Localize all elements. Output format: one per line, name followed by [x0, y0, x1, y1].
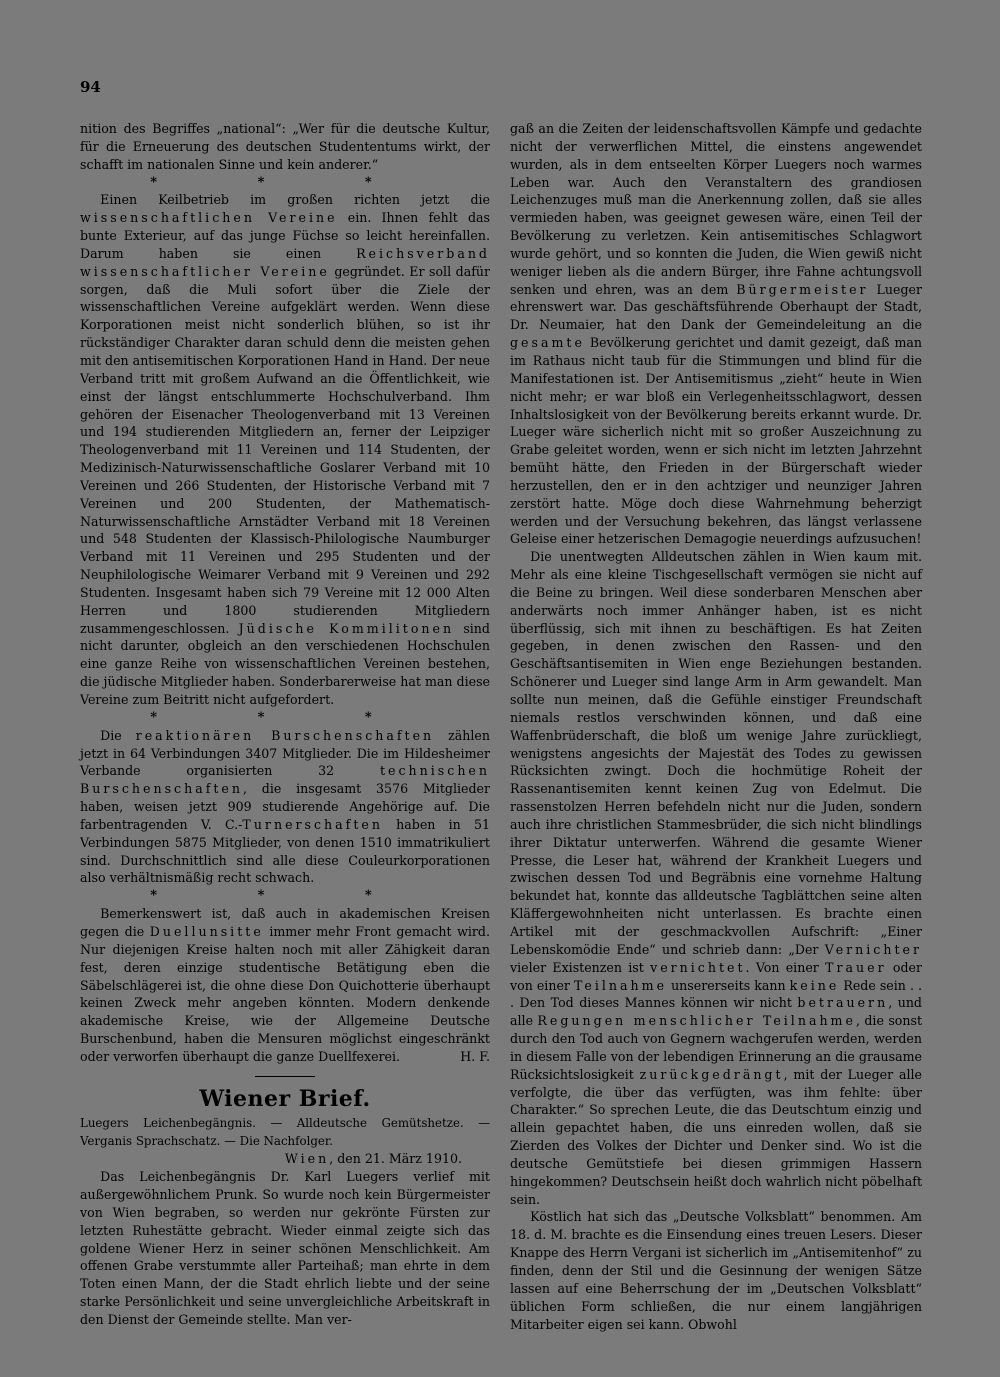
text: unsererseits kann: [667, 977, 790, 993]
left-column: [80, 120, 490, 1329]
section-separator: * * *: [150, 888, 420, 904]
text: oder von einer: [510, 959, 922, 993]
emphasis: wissenschaftlichen Vereine: [80, 210, 338, 226]
paragraph-duellunsitte: [80, 905, 490, 1066]
emphasis: Regungen menschlicher Teilnahme: [537, 1013, 856, 1029]
dateline: [80, 1150, 462, 1168]
emphasis: Vernichter: [824, 941, 922, 957]
text: vieler Existenzen ist: [510, 959, 651, 975]
text: , die insgesamt 3576 Mitglieder haben, weisen jetzt 909 studierende Angehörige auf. Die farbentragenden V. C.-: [80, 781, 490, 832]
text: sind nicht darunter, obgleich an den verschiedenen Hochschulen eine ganze Reihe von wissenschaftlichen Vereinen bestehen, die jüdische Mitglieder haben. Sonderbarerweise hat man diese Vereine zum Beitritt nicht aufgefordert.: [80, 620, 490, 707]
emphasis: betrauern: [797, 995, 889, 1011]
paragraph-continuation: [510, 120, 922, 548]
text: immer mehr Front gemacht wird. Nur diejenigen Kreise halten noch mit aller Zähigkeit daran fest, deren einzige studentische Betätigung eben die Säbelschlägerei ist, die ohne diese Don Quichotterie überhaupt keinen Zweck mehr angeben könnten. Modern denkende akademische Kreise, wie der Allgemeine Deutsche Burschenbund, haben die Mensuren möglichst eingeschränkt oder verworfen überhaupt die ganze Duellfexerei.: [80, 923, 490, 1064]
signature: H. F.: [460, 1048, 490, 1064]
emphasis: Turnerschaften: [242, 816, 383, 832]
dateline-place: Wien: [284, 1151, 330, 1167]
text: gegründet. Er soll dafür sorgen, daß die Muli sofort über die Ziele der wissenschaftlichen Vereine aufgeklärt werden. Wenn diese Korporationen meist nicht sonderlich blühen, so ist ihr rückständiger Charakter daran schuld denn die meisten gehen mit den antisemitischen Korporationen Hand in Hand. Der neue Verband tritt mit großem Aufwand an die Öffentlichkeit, wie einst der längst entschlummerte Hochschulverband. Ihm gehören der Eisenacher Theologenverband mit 13 Vereinen und 194 studierenden Mitgliedern an, ferner der Leipziger Theologenverband mit 11 Vereinen und 114 Studenten, der Medizinisch-Naturwissenschaftliche Goslarer Verband mit 10 Vereinen und 266 Studenten, der Historische Verband mit 7 Vereinen und 200 Studenten, der Mathematisch-Naturwissenschaftliche Arnstädter Verband mit 18 Vereinen und 548 Studenten der Klassisch-Philologische Naumburger Verband mit 11 Vereinen und 295 Studenten und der Neuphilologische Weimarer Verband mit 9 Vereinen und 292 Studenten. Insgesamt haben sich 79 Vereine mit 12 000 Alten Herren und 1800 studierenden Mitgliedern zusammengeschlossen.: [80, 263, 490, 636]
paragraph-burschenschaften: [80, 727, 490, 888]
section-title: Wiener Brief.: [199, 1085, 371, 1112]
paragraph-alldeutsche: [510, 548, 922, 1208]
page-number: 94: [80, 78, 101, 96]
text: Die unentwegten Alldeutschen zählen in Wien kaum mit. Mehr als eine kleine Tischgesellschaft vermögen sie nicht auf die Beine zu bringen. Weil diese sonderbaren Menschen aber anderwärts noch immer Anhänger haben, ist es nicht überflüssig, sich mit ihnen zu beschäftigen. Es hat Zeiten gegeben, in denen zwischen den Rassen- und den Geschäftsantisemiten in Wien enge Beziehungen bestanden. Schönerer und Lueger sind lange Arm in Arm gewandelt. Man sollte nun meinen, daß die Gefühle einstiger Freundschaft niemals restlos verschwinden können, und daß eine Waffenbrüderschaft, die bloß um wenige Jahre zurückliegt, wenigstens angesichts der Majestät des Todes zu gewissen Rücksichten zwingt. Doch die hochmütige Roheit der Rassenantisemiten kennt keinen Zug von Edelmut. Die rassenstolzen Herren befehdeln nicht nur die Juden, sondern auch ihre christlichen Stammesbrüder, die sich nicht blindlings ihrer Diktatur unterwerfen. Während die gesamte Wiener Presse, die Leser hat, während der Krankheit Luegers und zwischen dessen Tod und Begräbnis eine vornehme Haltung bekundet hat, konnte das alldeutsche Tagblättchen seine alten Kläffergewohnheiten nicht unterlassen. Es brachte einen Artikel mit der geschmackvollen Aufschrift: „Einer Lebenskomödie Ende“ und schrieb dann: „Der: [510, 549, 922, 957]
section-separator: * * *: [150, 174, 420, 190]
emphasis: gesamte: [510, 335, 585, 351]
text: Bemerkenswert ist, daß auch in akademischen Kreisen gegen die: [80, 906, 490, 939]
section-summary: Luegers Leichenbegängnis. — Alldeutsche Gemütshetze. — Verganis Sprachschatz. — Die Nachfolger.: [80, 1115, 490, 1148]
text: ein. Ihnen fehlt das bunte Exterieur, auf das junge Füchse so leicht hereinfallen. Darum haben sie einen: [80, 210, 490, 261]
paragraph-wissenschaftliche-vereine: [80, 191, 490, 708]
text: , mit der Lueger alle verfolgte, die über das verfügten, was ihm fehlte: über Charakter.“ So sprechen Leute, die das Deutschtum einzig und allein gepachtet haben, die uns einreden wollen, daß sie Zierden des Volkes der Dichter und Denker sind. Wo ist die deutsche Gemütstiefe bei diesen grimmigen Hassern hingekommen? Deutschsein heißt doch wahrlich nicht pöbelhaft sein.: [510, 1066, 923, 1207]
text: , und alle: [510, 995, 922, 1029]
emphasis: keine: [789, 977, 840, 993]
emphasis: Bürgermeister: [736, 281, 869, 297]
right-column: [510, 120, 922, 1333]
text: Lueger ehrenswert war. Das geschäftsführende Oberhaupt der Stadt, Dr. Neumaier, hat den Dank der Gemeindeleitung an die: [510, 281, 922, 333]
paragraph-volksblatt: Köstlich hat sich das „Deutsche Volksblatt“ benommen. Am 18. d. M. brachte es die Einsendung eines treuen Lesers. Dieser Knappe des Herrn Vergani ist sicherlich im „Antisemitenhof“ zu finden, denn der Stil und die Gesinnung der wenigen Sätze lassen auf eine Beherrschung der im „Deutschen Volksblatt“ üblichen Form schließen, die nur einem langjährigen Mitarbeiter eigen sei kann. Obwohl: [510, 1209, 922, 1332]
paragraph-kultur: nition des Begriffes „national“: „Wer für die deutsche Kultur, für die Erneuerung des deutschen Studententums wirkt, der schafft im nationalen Sinne und kein anderer.“: [80, 121, 490, 172]
emphasis: technischen Burschenschaften: [80, 763, 490, 797]
text: Einen Keilbetrieb im großen richten jetzt die: [100, 192, 490, 208]
text: Bevölkerung gerichtet und damit gezeigt, daß man im Rathaus nicht taub für die Stimmungen und blind für die Manifestationen ist. Der Antisemitismus „zieht“ heute in Wien nicht mehr; er war bloß ein Verlegenheitsschlagwort, dessen Inhaltslosigkeit von der Bevölkerung bereits erkannt wurde. Dr. Lueger wäre sicherlich nicht mit so großer Auszeichnung zu Grabe geleitet worden, wenn er sich nicht im letzten Jahrzehnt bemüht hätte, den Frieden in der Bürgerschaft wieder herzustellen, den er in den achtziger und neunziger Jahren zerstört hatte. Möge doch diese Wahrnehmung beherzigt werden und der Versuchung bekehren, das längst verlassene Geleise einer hetzerischen Demagogie neuerdings aufzusuchen!: [510, 335, 922, 547]
dateline-date: , den 21. März 1910.: [329, 1151, 462, 1167]
emphasis: Reichsverband wissenschaftlicher Vereine: [80, 245, 490, 279]
emphasis: Duellunsitte: [149, 923, 264, 939]
emphasis: Trauer: [825, 959, 887, 975]
text: gaß an die Zeiten der leidenschaftsvollen Kämpfe und gedachte nicht der verwerflichen Mittel, die einstens angewendet wurden, als in dem entseelten Körper Luegers noch warmes Leben war. Auch den Veranstaltern des grandiosen Leichenzuges muß man die Anerkennung zollen, daß sie alles vermieden haben, was geeignet gewesen wäre, einen Teil der Bevölkerung zu verletzen. Kein antisemitisches Schlagwort wurde gehört, und so konnten die Juden, die Wien gewiß nicht weniger lieben als die andern Bürger, ihre Fahne achtungsvoll senken und ehren, was an dem: [510, 121, 922, 297]
text: haben in 51 Verbindungen 5875 Mitglieder, von denen 1510 immatrikuliert sind. Durchschnittlich sind alle diese Couleurkorporationen also verhältnismäßig recht schwach.: [80, 816, 490, 886]
emphasis: reaktionären Burschenschaften: [135, 727, 435, 743]
emphasis: zurückgedrängt: [639, 1066, 784, 1082]
emphasis: Teilnahme: [573, 977, 668, 993]
text: , die sonst durch den Tod auch von Gegnern wachgerufen werden, werden in diesem Falle von der lebendigen Erinnerung an die grausame Rücksichtslosigkeit: [510, 1013, 923, 1082]
text: . Von einer: [745, 959, 826, 975]
divider: [255, 1076, 315, 1077]
emphasis: vernichtet: [650, 959, 746, 975]
paragraph-leichenbegaengnis: Das Leichenbegängnis Dr. Karl Luegers verlief mit außergewöhnlichem Prunk. So wurde noch kein Bürgermeister von Wien begraben, so werden nur gekrönte Fürsten zur letzten Ruhestätte gebracht. Wieder einmal zeigte sich das goldene Wiener Herz in seiner schönen Menschlichkeit. Am offenen Grabe verstummte aller Parteihaß; man ehrte in dem Toten einen Mann, der die Stadt ehrlich liebte und der seine starke Persönlichkeit und seine unvergleichliche Arbeitskraft in den Dienst der Gemeinde stellte. Man ver-: [80, 1169, 490, 1327]
text: Die: [100, 727, 136, 743]
emphasis: Jüdische Kommilitonen: [238, 620, 455, 636]
text: Rede sein . . . Den Tod dieses Mannes können wir nicht: [510, 977, 922, 1011]
section-separator: * * *: [150, 709, 420, 725]
text: zählen jetzt in 64 Verbindungen 3407 Mitglieder. Die im Hildesheimer Verbande organisierten 32: [80, 727, 490, 779]
